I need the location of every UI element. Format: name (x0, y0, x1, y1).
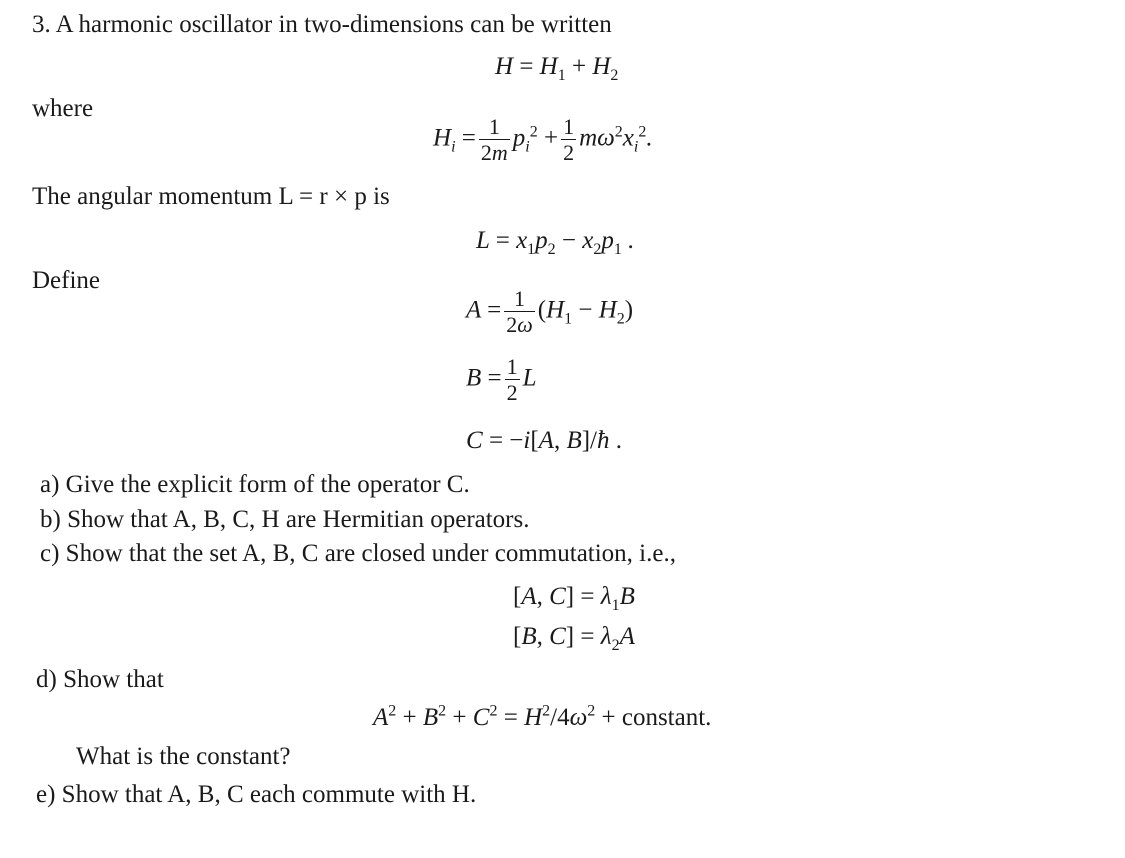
equation-hamiltonian-total: $H = H_1 + H_2$ (495, 53, 619, 84)
where-label: where (32, 95, 94, 122)
part-c: c) Show that the set A, B, C are closed under commutation, i.e., (40, 540, 676, 567)
equation-commutator-BC: [B, $C] = \lambda_2A$ (513, 623, 635, 654)
angular-momentum-text: The angular momentum L = r × p is (32, 183, 390, 210)
equation-casimir: $A^2 + B^2 + C^2 = H^2/4\omega^2$ + constant. (373, 702, 712, 731)
part-d: d) Show that (36, 666, 164, 693)
define-label: Define (32, 267, 101, 294)
part-e: e) Show that A, B, C each commute with H. (36, 781, 477, 808)
equation-commutator-AC: [A, $C] = \lambda_1B$ (513, 583, 635, 614)
part-a: a) Give the explicit form of the operator C. (40, 471, 470, 498)
equation-A: A = $\frac{1}{2\omega}$ $(H_1 - H_2)$ (466, 286, 634, 337)
part-d-question: What is the constant? (76, 743, 291, 770)
part-b: b) Show that A, B, C, H are Hermitian operators. (40, 506, 530, 533)
equation-angular-momentum: $L = x_1p_2 - x_2p_1$ . (476, 227, 635, 258)
equation-hamiltonian-component: $H_i$ = $\frac{1}{2m}$ $p_i^2$ + $\frac{1}{2}$ $m\omega^2x_i^2$. (433, 114, 653, 165)
problem-intro: 3. A harmonic oscillator in two-dimensions can be written (32, 11, 612, 38)
equation-C: C = −i[A, B]/ħ . (466, 427, 623, 454)
equation-B: B = $\frac{1}{2}$ L (466, 354, 537, 405)
